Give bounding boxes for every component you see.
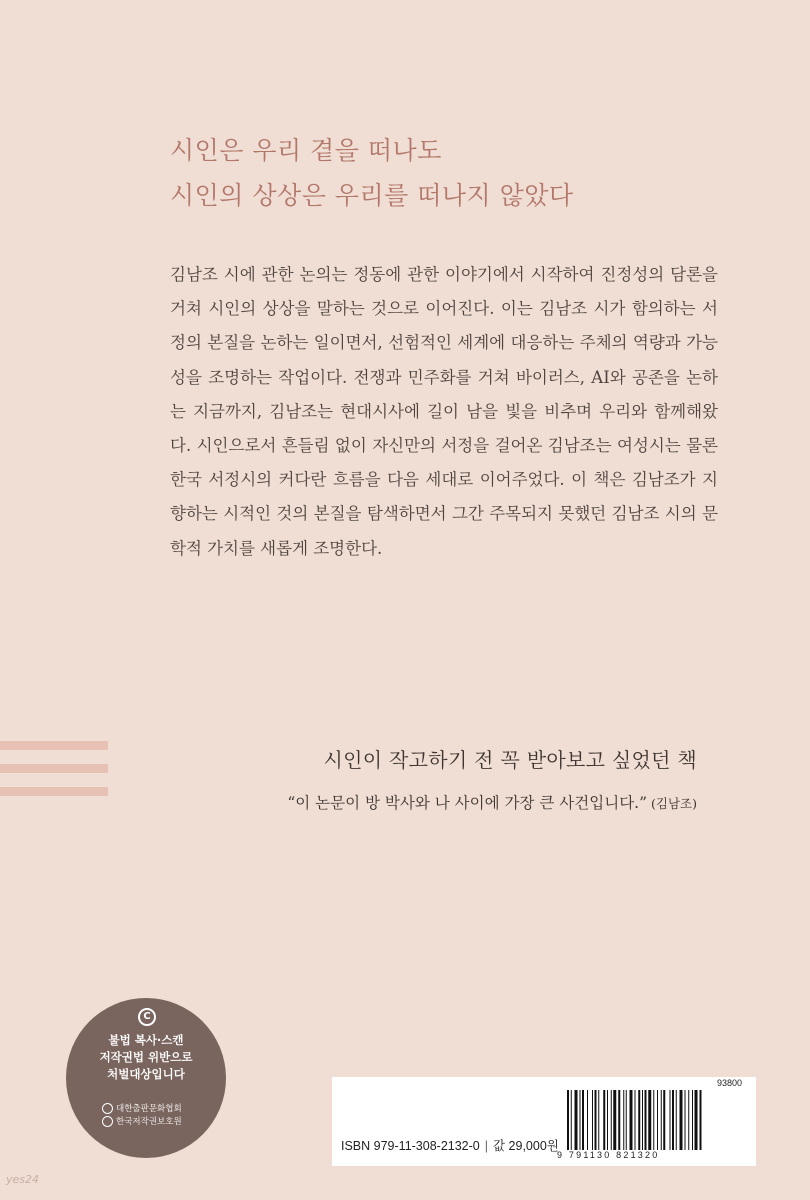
barcode-bar	[657, 1090, 658, 1150]
barcode-bar	[618, 1090, 620, 1150]
barcode-bar	[587, 1090, 588, 1150]
copyright-warning-badge	[66, 998, 226, 1158]
org-logo-icon	[102, 1116, 113, 1127]
org-logo-icon	[102, 1103, 113, 1114]
headline-line-2: 시인의 상상은 우리를 떠나지 않았다	[170, 181, 574, 210]
barcode-bar	[598, 1090, 599, 1150]
isbn-number: ISBN 979-11-308-2132-0	[341, 1139, 480, 1153]
barcode-bar	[700, 1090, 702, 1150]
isbn-price-line: ISBN 979-11-308-2132-0 | 값 29,000원	[341, 1139, 559, 1153]
barcode-image	[567, 1090, 749, 1150]
badge-warning-text	[66, 1032, 226, 1083]
stripe	[0, 787, 108, 796]
barcode-bar	[653, 1090, 654, 1150]
barcode-panel	[332, 1077, 756, 1166]
barcode-bar	[635, 1090, 636, 1150]
badge-line-1: 불법 복사·스캔	[108, 1033, 184, 1047]
headline-line-1: 시인은 우리 곁을 떠나도	[170, 136, 442, 165]
barcode-bar	[642, 1090, 643, 1150]
stripe	[0, 741, 108, 750]
barcode-bar	[670, 1090, 671, 1150]
barcode-bar	[567, 1090, 569, 1150]
barcode-bar	[580, 1090, 581, 1150]
barcode-bar	[638, 1090, 640, 1150]
barcode-bar	[688, 1090, 689, 1150]
badge-line-3: 처벌대상입니다	[107, 1067, 185, 1081]
barcode-bar	[582, 1090, 584, 1150]
barcode-bar	[680, 1090, 683, 1150]
body-paragraph: 김남조 시에 관한 논의는 정동에 관한 이야기에서 시작하여 진정성의 담론을 거쳐 시인의 상상을 말하는 것으로 이어진다. 이는 김남조 시가 함의하는 서정의 본질을 논하는 일이면서, 선험적인 세계에 대응하는 주체의 역량과 가능성을 조명하는 작업이다. 전쟁과 민주화를 거쳐 바이러스, AI와 공존을 논하는 지금까지, 김남조는 현대시사에 길이 남을 빛을 비추며 우리와 함께해왔다. 시인으로서 흔들림 없이 자신만의 서정을 걸어온 김남조는 여성시는 물론 한국 서정시의 커다란 흐름을 다음 세대로 이어주었다. 이 책은 김남조가 지향하는 시적인 것의 본질을 탐색하면서 그간 주목되지 못했던 김남조 시의 문학적 가치를 새롭게 조명한다.	[170, 265, 718, 558]
barcode-bar	[575, 1090, 578, 1150]
barcode-bar	[595, 1090, 597, 1150]
barcode-bar	[630, 1090, 633, 1150]
badge-org-1: 대한출판문화협회	[116, 1104, 182, 1114]
decorative-stripes	[0, 741, 108, 810]
badge-line-2: 저작권법 위반으로	[99, 1050, 193, 1064]
tagline: 시인이 작고하기 전 꼭 받아보고 싶었던 책	[323, 748, 697, 772]
copyright-icon: C	[138, 1008, 156, 1026]
barcode-bar	[623, 1090, 624, 1150]
barcode-bar	[695, 1090, 698, 1150]
barcode-bar	[571, 1090, 572, 1150]
quote	[287, 791, 697, 813]
quote-text: “이 논문이 방 박사와 나 사이에 가장 큰 사건입니다.”	[287, 794, 648, 812]
barcode-bar	[611, 1090, 612, 1150]
barcode-bar	[692, 1090, 693, 1150]
stripe	[0, 764, 108, 773]
barcode-bar	[626, 1090, 627, 1150]
barcode-bar	[663, 1090, 665, 1150]
badge-org-2: 한국저작권보호원	[116, 1117, 182, 1127]
barcode-digits: 9 791130 821320	[557, 1150, 660, 1160]
barcode-bar	[661, 1090, 662, 1150]
headline	[170, 128, 730, 218]
barcode-bar	[613, 1090, 616, 1150]
badge-organizations	[102, 1103, 182, 1129]
barcode-bar	[676, 1090, 677, 1150]
quote-attribution: (김남조)	[651, 796, 697, 811]
price: 값 29,000원	[493, 1139, 559, 1153]
barcode-add-on: 93800	[716, 1078, 742, 1088]
barcode-bar	[603, 1090, 605, 1150]
watermark: yes24	[6, 1173, 40, 1186]
barcode-bar	[672, 1090, 674, 1150]
barcode-bar	[607, 1090, 608, 1150]
barcode-bar	[648, 1090, 651, 1150]
barcode-bar	[685, 1090, 686, 1150]
barcode-bar	[645, 1090, 647, 1150]
barcode-bar	[592, 1090, 593, 1150]
